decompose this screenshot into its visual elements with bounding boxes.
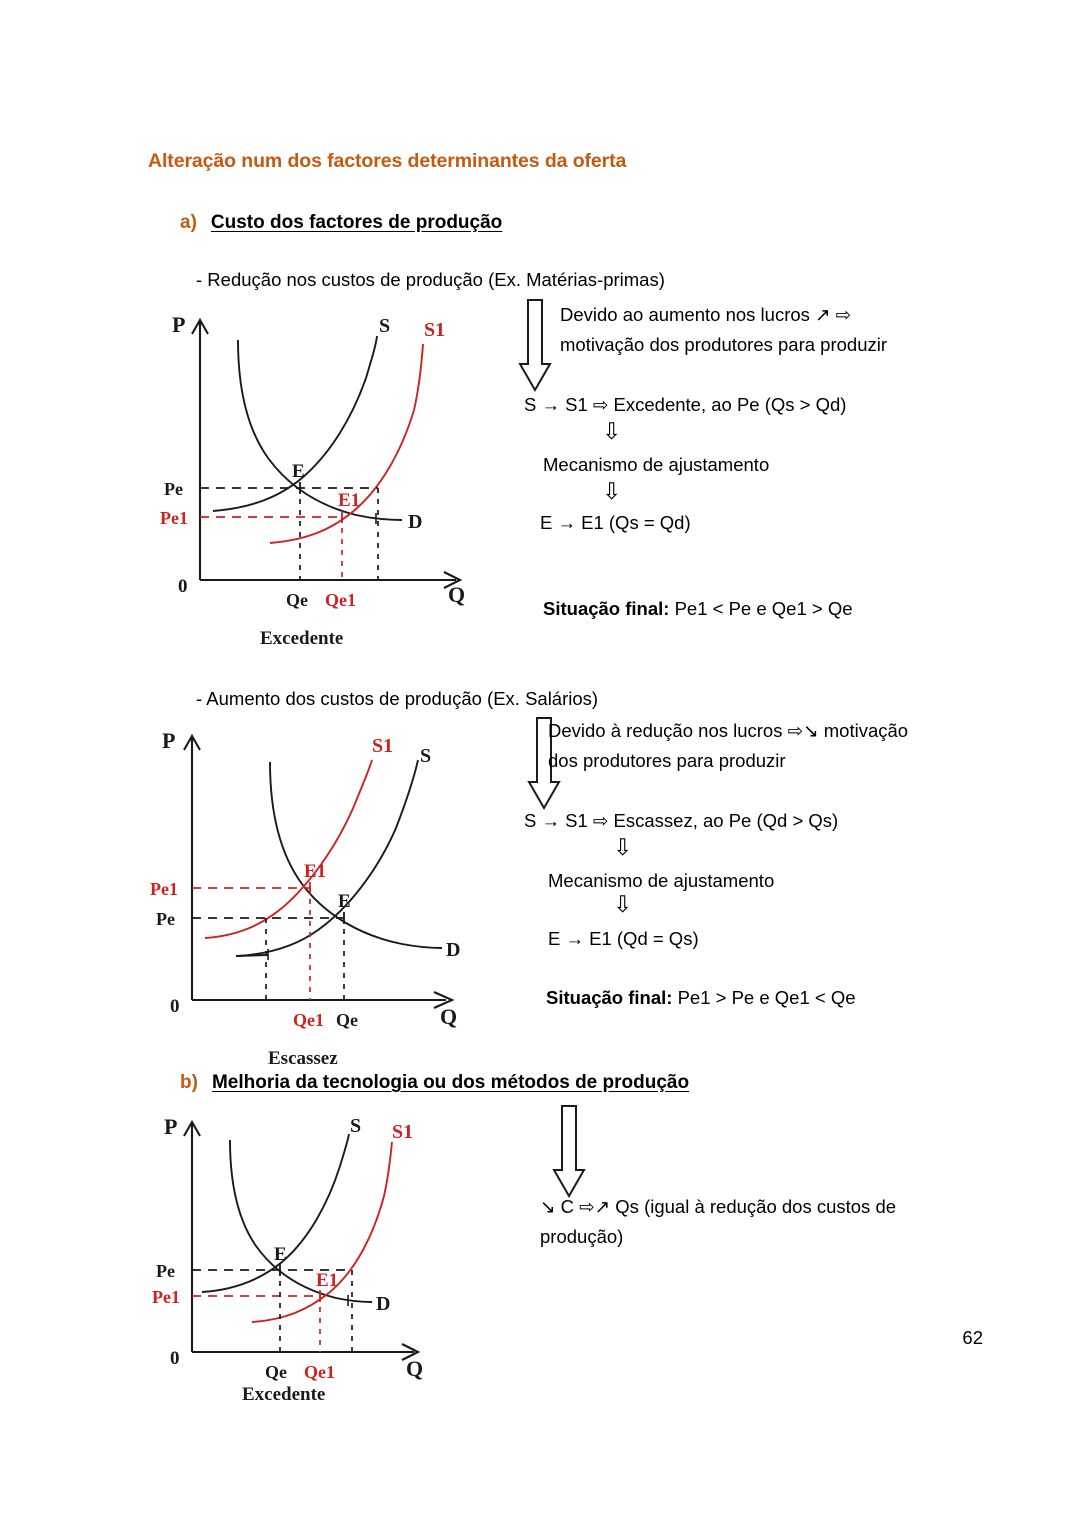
axis-label-P: P	[172, 312, 186, 337]
origin-label: 0	[178, 576, 188, 597]
page-title: Alteração num dos factores determinantes da oferta	[148, 150, 627, 172]
note-line-1-b: ↘ C ⇨↗ Qs (igual à redução dos custos de	[540, 1196, 897, 1217]
point-label-E1: E1	[304, 861, 327, 882]
xtick-Qe1: Qe1	[304, 1362, 335, 1382]
final-situation-a2	[546, 983, 856, 1013]
ytick-Pe: Pe	[164, 479, 183, 499]
point-label-E: E	[274, 1244, 287, 1265]
xtick-Qe: Qe	[336, 1010, 358, 1030]
series-label-S: S	[420, 745, 432, 767]
chart-escassez	[150, 716, 490, 1071]
flow-step2-a1: Mecanismo de ajustamento	[543, 454, 770, 475]
section-title-b: Melhoria da tecnologia ou dos métodos de produção	[211, 1072, 690, 1093]
ytick-Pe1: Pe1	[160, 508, 188, 528]
point-label-E: E	[292, 461, 305, 482]
series-label-S: S	[379, 315, 391, 337]
supply-curve-S1	[252, 1142, 392, 1322]
section-heading-b	[180, 1072, 689, 1094]
demand-curve-D	[230, 1140, 372, 1302]
page-number: 62	[962, 1327, 983, 1348]
flow-step1-a2: S → S1 ⇨ Escassez, ao Pe (Qd > Qs)	[524, 810, 839, 831]
chart-escassez-svg	[150, 716, 490, 1071]
flow-step3-a1: E → E1 (Qs = Qd)	[540, 512, 691, 533]
point-label-E: E	[338, 891, 351, 912]
cause-line-2-a2: dos produtores para produzir	[548, 750, 786, 771]
section-heading-a	[180, 212, 502, 234]
axis-label-Q: Q	[448, 582, 466, 607]
axis-label-Q: Q	[406, 1356, 424, 1381]
big-down-arrow-icon-3	[552, 1104, 586, 1205]
axis-label-P: P	[164, 1114, 178, 1139]
big-down-arrow-icon-1	[518, 298, 552, 399]
down-arrow-icon-a2-2: ⇩	[613, 891, 633, 917]
ytick-Pe1: Pe1	[150, 879, 178, 899]
xtick-Qe: Qe	[265, 1362, 287, 1382]
final-situation-a1	[543, 594, 853, 624]
section-marker-b: b)	[180, 1072, 198, 1093]
final-label-a2: Situação final:	[546, 987, 673, 1008]
chart-caption: Excedente	[260, 628, 344, 649]
series-label-S1: S1	[424, 319, 446, 341]
xtick-Qe1: Qe1	[293, 1010, 324, 1030]
down-arrow-icon-a2-1: ⇩	[613, 834, 633, 860]
chart-caption: Escassez	[268, 1048, 338, 1069]
section-title-a: Custo dos factores de produção	[210, 212, 503, 233]
flow-step3-a2: E → E1 (Qd = Qs)	[548, 928, 699, 949]
cause-line-1-a2: Devido à redução nos lucros ⇨↘ motivação	[548, 720, 909, 741]
supply-curve-S	[238, 760, 418, 956]
origin-label: 0	[170, 996, 180, 1017]
chart-excedente-1-svg	[160, 300, 490, 655]
final-value-a2: Pe1 > Pe e Qe1 < Qe	[672, 987, 856, 1008]
cause-line-1-a1: Devido ao aumento nos lucros ↗ ⇨	[560, 304, 852, 325]
chart-caption: Excedente	[242, 1384, 326, 1405]
final-value-a1: Pe1 < Pe e Qe1 > Qe	[669, 598, 853, 619]
point-label-E1: E1	[338, 490, 361, 511]
ytick-Pe: Pe	[156, 909, 175, 929]
series-label-S1: S1	[392, 1121, 414, 1143]
chart-excedente-2-svg	[152, 1104, 472, 1409]
down-arrow-icon-a1-1: ⇩	[602, 418, 622, 444]
series-label-S: S	[350, 1115, 362, 1137]
cause-line-2-a1: motivação dos produtores para produzir	[560, 334, 888, 355]
case-lead-a1: - Redução nos custos de produção (Ex. Matérias-primas)	[196, 269, 665, 290]
final-label-a1: Situação final:	[543, 598, 670, 619]
series-label-S1: S1	[372, 735, 394, 757]
chart-excedente-1	[160, 300, 490, 655]
down-arrow-icon-a1-2: ⇩	[602, 478, 622, 504]
ytick-Pe1: Pe1	[152, 1287, 180, 1307]
point-label-E1: E1	[316, 1270, 339, 1291]
axis-label-Q: Q	[440, 1004, 458, 1029]
chart-excedente-2	[152, 1104, 472, 1409]
xtick-Qe1: Qe1	[325, 590, 356, 610]
origin-label: 0	[170, 1348, 180, 1369]
case-lead-a2: - Aumento dos custos de produção (Ex. Salários)	[196, 688, 599, 709]
note-line-2-b: produção)	[540, 1226, 624, 1247]
flow-step2-a2: Mecanismo de ajustamento	[548, 870, 775, 891]
flow-step1-a1: S → S1 ⇨ Excedente, ao Pe (Qs > Qd)	[524, 394, 847, 415]
supply-curve-S	[213, 336, 377, 511]
axis-label-P: P	[162, 728, 176, 753]
series-label-D: D	[376, 1293, 391, 1315]
xtick-Qe: Qe	[286, 590, 308, 610]
series-label-D: D	[408, 511, 423, 533]
ytick-Pe: Pe	[156, 1261, 175, 1281]
series-label-D: D	[446, 939, 461, 961]
demand-curve-D	[270, 762, 442, 948]
section-marker-a: a)	[180, 212, 197, 233]
